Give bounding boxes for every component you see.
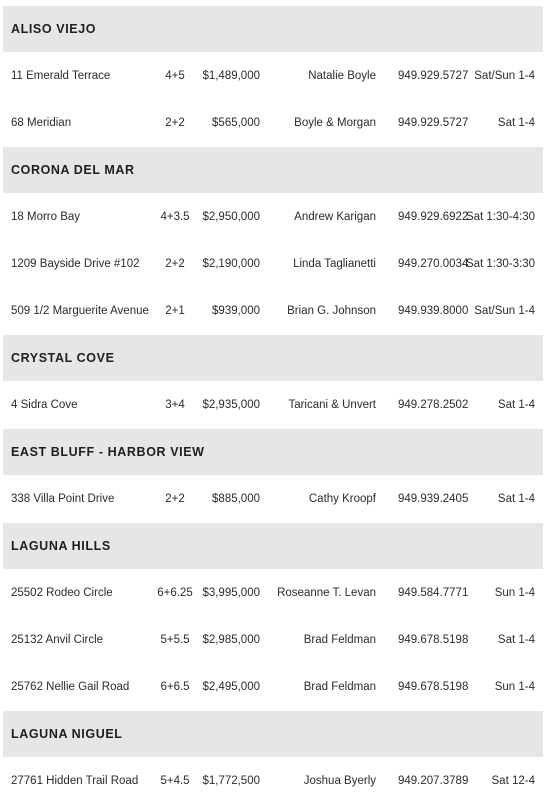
listing-row bbox=[3, 476, 543, 522]
listing-price: $939,000 bbox=[212, 305, 260, 317]
section-header bbox=[3, 6, 543, 52]
listing-bed-bath: 2+2 bbox=[165, 258, 185, 270]
listing-bed-bath: 3+4 bbox=[165, 399, 185, 411]
listing-open-time: Sat/Sun 1-4 bbox=[474, 305, 535, 317]
listing-row bbox=[3, 53, 543, 99]
listing-bed-bath: 4+5 bbox=[165, 70, 185, 82]
listing-open-time: Sat 1:30-4:30 bbox=[465, 211, 535, 223]
listing-address: 68 Meridian bbox=[11, 117, 72, 129]
section-header bbox=[3, 147, 543, 193]
listing-row bbox=[3, 241, 543, 287]
listing-agent: Linda Taglianetti bbox=[293, 258, 376, 270]
listing-row bbox=[3, 758, 543, 804]
listing-price: $1,772,500 bbox=[202, 775, 260, 787]
listing-phone: 949.939.2405 bbox=[398, 493, 469, 505]
listing-phone: 949.678.5198 bbox=[398, 681, 469, 693]
section-title: LAGUNA NIGUEL bbox=[11, 727, 123, 741]
listing-address: 509 1/2 Marguerite Avenue bbox=[11, 305, 149, 317]
listing-phone: 949.584.7771 bbox=[398, 587, 469, 599]
listing-bed-bath: 6+6.25 bbox=[157, 587, 193, 599]
listing-phone: 949.929.5727 bbox=[398, 70, 469, 82]
listing-agent: Brad Feldman bbox=[303, 681, 376, 693]
listing-open-time: Sun 1-4 bbox=[494, 681, 535, 693]
section-header bbox=[3, 429, 543, 475]
listing-agent: Joshua Byerly bbox=[303, 775, 376, 787]
listing-agent: Taricani & Unvert bbox=[288, 399, 376, 411]
listing-bed-bath: 6+6.5 bbox=[160, 681, 190, 693]
listing-agent: Brian G. Johnson bbox=[287, 305, 376, 317]
listing-address: 1209 Bayside Drive #102 bbox=[11, 258, 140, 270]
listing-phone: 949.278.2502 bbox=[398, 399, 469, 411]
listing-agent: Brad Feldman bbox=[303, 634, 376, 646]
listing-phone: 949.678.5198 bbox=[398, 634, 469, 646]
listing-address: 25132 Anvil Circle bbox=[11, 634, 104, 646]
listing-agent: Andrew Karigan bbox=[294, 211, 376, 223]
listing-open-time: Sun 1-4 bbox=[494, 587, 535, 599]
listing-price: $885,000 bbox=[212, 493, 260, 505]
listing-open-time: Sat 12-4 bbox=[491, 775, 535, 787]
listing-phone: 949.929.6922 bbox=[398, 211, 469, 223]
listing-agent: Roseanne T. Levan bbox=[277, 587, 376, 599]
listing-address: 25762 Nellie Gail Road bbox=[11, 681, 130, 693]
listing-price: $2,985,000 bbox=[202, 634, 260, 646]
listing-price: $2,935,000 bbox=[202, 399, 260, 411]
listing-agent: Cathy Kroopf bbox=[308, 493, 376, 505]
listing-price: $565,000 bbox=[212, 117, 260, 129]
listing-address: 338 Villa Point Drive bbox=[11, 493, 115, 505]
listing-bed-bath: 5+5.5 bbox=[160, 634, 190, 646]
listing-address: 25502 Rodeo Circle bbox=[11, 587, 113, 599]
section-header bbox=[3, 711, 543, 757]
listing-price: $2,495,000 bbox=[202, 681, 260, 693]
listing-bed-bath: 4+3.5 bbox=[160, 211, 190, 223]
section-title: CRYSTAL COVE bbox=[11, 351, 115, 365]
listing-agent: Boyle & Morgan bbox=[294, 117, 376, 129]
listing-row bbox=[3, 288, 543, 334]
listing-price: $3,995,000 bbox=[202, 587, 260, 599]
listing-row bbox=[3, 664, 543, 710]
listing-row bbox=[3, 100, 543, 146]
listing-open-time: Sat 1:30-3:30 bbox=[465, 258, 535, 270]
listing-phone: 949.270.0034 bbox=[398, 258, 469, 270]
listing-phone: 949.207.3789 bbox=[398, 775, 469, 787]
section-title: ALISO VIEJO bbox=[11, 22, 97, 36]
listing-open-time: Sat 1-4 bbox=[497, 634, 535, 646]
listing-bed-bath: 2+2 bbox=[165, 493, 185, 505]
listing-row bbox=[3, 617, 543, 663]
listing-open-time: Sat 1-4 bbox=[497, 399, 535, 411]
listing-price: $2,190,000 bbox=[202, 258, 260, 270]
listing-address: 18 Morro Bay bbox=[11, 211, 81, 223]
section-title: EAST BLUFF - HARBOR VIEW bbox=[11, 445, 205, 459]
listing-row bbox=[3, 382, 543, 428]
listing-open-time: Sat/Sun 1-4 bbox=[474, 70, 535, 82]
listing-address: 27761 Hidden Trail Road bbox=[11, 775, 139, 787]
section-title: CORONA DEL MAR bbox=[11, 163, 135, 177]
listing-address: 4 Sidra Cove bbox=[11, 399, 78, 411]
listing-address: 11 Emerald Terrace bbox=[11, 70, 111, 82]
listing-phone: 949.939.8000 bbox=[398, 305, 469, 317]
listing-row bbox=[3, 194, 543, 240]
listing-open-time: Sat 1-4 bbox=[497, 493, 535, 505]
listing-price: $1,489,000 bbox=[202, 70, 260, 82]
listing-agent: Natalie Boyle bbox=[308, 70, 376, 82]
listing-bed-bath: 2+1 bbox=[165, 305, 185, 317]
listing-bed-bath: 5+4.5 bbox=[160, 775, 190, 787]
listing-phone: 949.929.5727 bbox=[398, 117, 469, 129]
section-header bbox=[3, 523, 543, 569]
listing-bed-bath: 2+2 bbox=[165, 117, 185, 129]
listing-open-time: Sat 1-4 bbox=[497, 117, 535, 129]
listing-row bbox=[3, 570, 543, 616]
section-title: LAGUNA HILLS bbox=[11, 539, 111, 553]
listing-price: $2,950,000 bbox=[202, 211, 260, 223]
section-header bbox=[3, 335, 543, 381]
